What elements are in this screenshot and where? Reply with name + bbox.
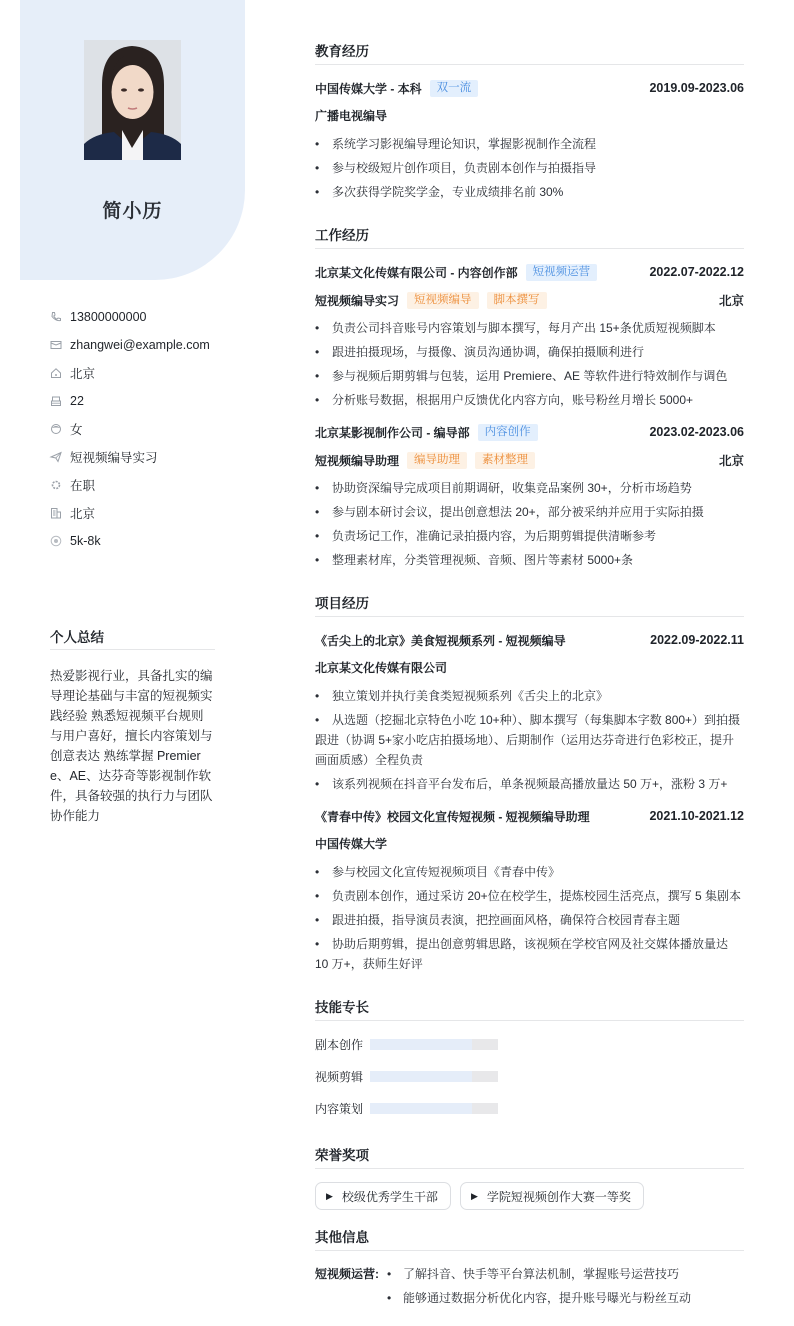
other-label: 短视频运营: (315, 1267, 379, 1281)
work-bullets (315, 318, 744, 410)
contact-age-value: 22 (70, 394, 84, 408)
work-date: 2023.02-2023.06 (649, 425, 744, 439)
work-role-tag: 素材整理 (475, 452, 535, 469)
salary-icon (50, 535, 62, 547)
contact-gender-value: 女 (70, 423, 83, 437)
contact-email (50, 331, 240, 359)
list-item: • 协助后期剪辑，提出创意剪辑思路，该视频在学校官网及社交媒体播放量达 10 万+，获师生好评 (315, 934, 744, 974)
school-tag: 双一流 (430, 80, 479, 97)
skills-list (315, 1034, 744, 1130)
work-role-tag: 编导助理 (407, 452, 467, 469)
work-role-tag: 短视频编导 (407, 292, 479, 309)
skill-bar (370, 1103, 498, 1114)
portrait-image (84, 40, 181, 160)
skills-section (315, 996, 744, 1130)
work-item-2 (315, 422, 744, 570)
project-bullets (315, 686, 744, 794)
project-org: 北京某文化传媒有限公司 (315, 661, 448, 675)
list-item: • 负责场记工作，准确记录拍摄内容，为后期剪辑提供清晰参考 (315, 526, 744, 546)
building-icon (50, 507, 62, 519)
other-section (315, 1226, 744, 1312)
contact-home-value: 北京 (70, 367, 96, 381)
work-company: 北京某影视制作公司 - 编导部 (315, 425, 470, 440)
skill-bar-fill (370, 1039, 472, 1050)
personal-summary-text: 热爱影视行业，具备扎实的编导理论基础与丰富的短视频实践经验 熟悉短视频平台规则与用户喜好，擅长内容策划与创意表达 熟练掌握 Premiere、AE、达芬奇等影视制作软件，具备较强的执行力与团队协作能力 (50, 669, 213, 823)
list-item: • 参与校园文化宣传短视频项目《青春中传》 (315, 862, 744, 882)
work-header-row (315, 422, 744, 442)
project-header-row (315, 806, 744, 826)
status-icon (50, 479, 62, 491)
project-name: 《舌尖上的北京》美食短视频系列 - 短视频编导 (315, 633, 566, 648)
education-title: 教育经历 (315, 40, 744, 65)
list-item: • 参与视频后期剪辑与包装，运用 Premiere、AE 等软件进行特效制作与调色 (315, 366, 744, 386)
contact-job-intent-value: 短视频编导实习 (70, 451, 158, 465)
education-major: 广播电视编导 (315, 109, 388, 123)
contact-salary-value: 5k-8k (70, 534, 101, 548)
list-item: • 负责剧本创作，通过采访 20+位在校学生，提炼校园生活亮点，撰写 5 集剧本 (315, 886, 744, 906)
awards-list (315, 1182, 744, 1210)
project-header-row (315, 630, 744, 650)
awards-title: 荣誉奖项 (315, 1144, 744, 1169)
school-name: 中国传媒大学 - 本科 (315, 81, 422, 96)
triangle-right-icon: ▶ (470, 1190, 478, 1201)
phone-icon (50, 311, 62, 323)
work-title: 工作经历 (315, 224, 744, 249)
project-org: 中国传媒大学 (315, 837, 388, 851)
list-item: • 独立策划并执行美食类短视频系列《舌尖上的北京》 (315, 686, 744, 706)
resume-main (315, 40, 744, 1326)
work-role-row (315, 290, 744, 310)
award-chip[interactable] (460, 1182, 644, 1210)
work-bullets (315, 478, 744, 570)
contact-phone (50, 303, 240, 331)
work-role-row (315, 450, 744, 470)
candidate-name: 简小历 (102, 201, 163, 222)
skill-label: 剧本创作 (315, 1037, 364, 1052)
contact-city-value: 北京 (70, 507, 96, 521)
personal-summary-section (50, 626, 215, 826)
skill-bar (370, 1039, 498, 1050)
list-item: • 跟进拍摄，指导演员表演，把控画面风格，确保符合校园青春主题 (315, 910, 744, 930)
profile-header-panel (20, 0, 245, 280)
contact-salary (50, 527, 240, 555)
contact-email-value: zhangwei@example.com (70, 338, 210, 352)
skill-bar-fill (370, 1103, 472, 1114)
work-location: 北京 (718, 454, 744, 468)
awards-section (315, 1144, 744, 1210)
triangle-right-icon: ▶ (326, 1190, 333, 1201)
award-chip[interactable] (315, 1182, 451, 1210)
work-company: 北京某文化传媒有限公司 - 内容创作部 (315, 265, 518, 280)
skill-item (315, 1066, 536, 1086)
contact-city (50, 499, 240, 527)
skill-label: 视频剪辑 (315, 1069, 364, 1084)
contact-job-intent (50, 443, 240, 471)
contact-list (50, 303, 240, 555)
contact-home (50, 359, 240, 387)
send-icon (50, 451, 62, 463)
gender-icon (50, 423, 62, 435)
personal-summary-title: 个人总结 (50, 626, 215, 650)
skill-item (315, 1098, 536, 1118)
work-role-tag: 脚本撰写 (487, 292, 547, 309)
skill-item (315, 1034, 536, 1054)
work-company-tag: 短视频运营 (526, 264, 598, 281)
list-item: • 分析账号数据，根据用户反馈优化内容方向，账号粉丝月增长 5000+ (315, 390, 744, 410)
contact-age (50, 387, 240, 415)
work-company-tag: 内容创作 (478, 424, 538, 441)
education-section (315, 40, 744, 202)
project-date: 2022.09-2022.11 (650, 633, 744, 647)
project-name: 《青春中传》校园文化宣传短视频 - 短视频编导助理 (315, 809, 590, 824)
skill-label: 内容策划 (315, 1101, 364, 1116)
mail-icon (50, 339, 62, 351)
work-role: 短视频编导助理 (315, 453, 400, 468)
list-item: • 从选题（挖掘北京特色小吃 10+种）、脚本撰写（每集脚本字数 800+）到拍摄跟进（协调 5+家小吃店拍摄场地）、后期制作（运用达芬奇进行色彩校正，提升画面质感）全程负责 (315, 710, 744, 770)
work-role: 短视频编导实习 (315, 293, 400, 308)
projects-section (315, 592, 744, 974)
project-bullets (315, 862, 744, 974)
list-item: • 该系列视频在抖音平台发布后，单条视频最高播放量达 50 万+，涨粉 3 万+ (315, 774, 744, 794)
contact-phone-value: 13800000000 (70, 310, 147, 324)
list-item: • 系统学习影视编导理论知识，掌握影视制作全流程 (315, 134, 744, 154)
list-item: • 负责公司抖音账号内容策划与脚本撰写，每月产出 15+条优质短视频脚本 (315, 318, 744, 338)
list-item: • 多次获得学院奖学金，专业成绩排名前 30% (315, 182, 744, 202)
skills-title: 技能专长 (315, 996, 744, 1021)
award-label: 校级优秀学生干部 (341, 1189, 438, 1204)
other-title: 其他信息 (315, 1226, 744, 1251)
list-item: • 能够通过数据分析优化内容，提升账号曝光与粉丝互动 (385, 1288, 691, 1308)
work-item-1 (315, 262, 744, 410)
list-item: • 整理素材库，分类管理视频、音频、图片等素材 5000+条 (315, 550, 744, 570)
profile-photo (84, 40, 181, 160)
work-location: 北京 (718, 294, 744, 308)
skill-bar-fill (370, 1071, 472, 1082)
other-row (315, 1264, 744, 1312)
project-item-2 (315, 806, 744, 974)
contact-gender (50, 415, 240, 443)
contact-status-value: 在职 (70, 479, 96, 493)
project-item-1 (315, 630, 744, 794)
list-item: • 跟进拍摄现场，与摄像、演员沟通协调，确保拍摄顺利进行 (315, 342, 744, 362)
other-bullets (385, 1264, 691, 1312)
list-item: • 参与校级短片创作项目，负责剧本创作与拍摄指导 (315, 158, 744, 178)
list-item: • 参与剧本研讨会议，提出创意想法 20+，部分被采纳并应用于实际拍摄 (315, 502, 744, 522)
education-header-row (315, 78, 744, 98)
work-section (315, 224, 744, 570)
award-label: 学院短视频创作大赛一等奖 (486, 1189, 631, 1204)
skill-bar (370, 1071, 498, 1082)
list-item: • 协助资深编导完成项目前期调研，收集竞品案例 30+，分析市场趋势 (315, 478, 744, 498)
contact-status (50, 471, 240, 499)
work-header-row (315, 262, 744, 282)
project-date: 2021.10-2021.12 (649, 809, 744, 823)
education-date: 2019.09-2023.06 (649, 81, 744, 95)
list-item: • 了解抖音、快手等平台算法机制，掌握账号运营技巧 (385, 1264, 691, 1284)
home-icon (50, 367, 62, 379)
age-icon (50, 395, 62, 407)
projects-title: 项目经历 (315, 592, 744, 617)
education-bullets (315, 134, 744, 202)
work-date: 2022.07-2022.12 (649, 265, 744, 279)
